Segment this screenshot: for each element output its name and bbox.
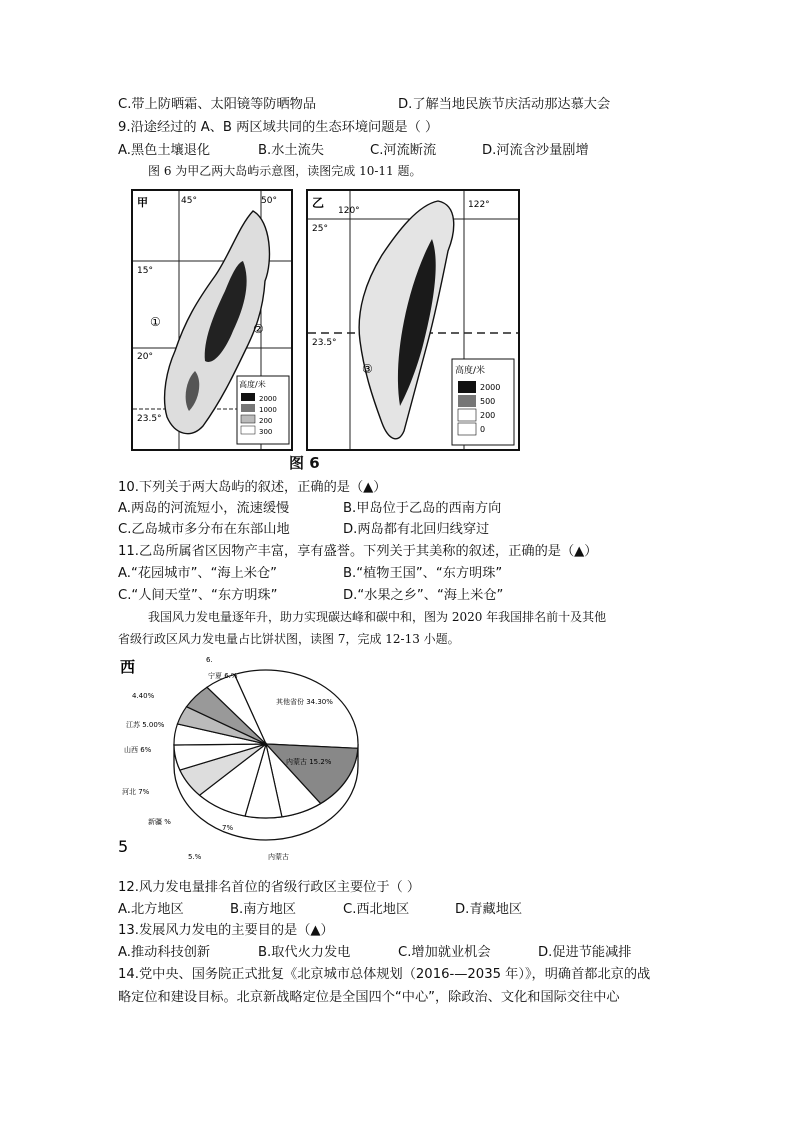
map-yi-mark3: ③ — [362, 362, 373, 376]
q9-option-d: D.河流含沙量剧增 — [482, 143, 589, 158]
pie-label-right: 内蒙古 15.2% — [286, 758, 332, 766]
q14-line-2: 略定位和建设目标。北京新战略定位是全国四个“中心”，除政治、文化和国际交往中心 — [118, 990, 620, 1005]
map-yi — [306, 189, 520, 451]
pie-label-l2: 江苏 5.00% — [126, 721, 165, 729]
map-jia-legend-1: 1000 — [259, 406, 277, 414]
pie-chart — [118, 652, 368, 860]
map-jia-legend-0: 2000 — [259, 395, 277, 403]
map-jia-legend-3: 300 — [259, 428, 273, 436]
map-yi-lon1: 120° — [338, 206, 360, 216]
fig7-intro-2: 省级行政区风力发电量占比饼状图，读图 7，完成 12-13 小题。 — [118, 632, 460, 646]
q14-line-1: 14.党中央、国务院正式批复《北京城市总体规划（2016-—2035 年）》，明确首都北京的战 — [118, 967, 651, 982]
pie-label-top2: 宁夏 6.% — [208, 672, 238, 680]
q11-option-d: D.“水果之乡”、“海上米仓” — [343, 588, 504, 603]
map-yi-legend-0: 2000 — [480, 383, 501, 392]
q9-option-c: C.河流断流 — [370, 143, 437, 158]
map-jia-lon1: 45° — [181, 196, 197, 206]
map-jia-name: 甲 — [137, 196, 148, 209]
q12-option-c: C.西北地区 — [343, 902, 410, 917]
pie-title-fragment: 西 — [120, 658, 136, 676]
pie-label-l7: 内蒙古 — [268, 853, 289, 860]
pie-label-l6: 5.% — [188, 853, 202, 860]
q10-option-b: B.甲岛位于乙岛的西南方向 — [343, 501, 502, 516]
map-yi-legend-1: 500 — [480, 397, 496, 406]
q10-option-a: A.两岛的河流短小，流速缓慢 — [118, 501, 290, 516]
q10-stem: 10.下列关于两大岛屿的叙述，正确的是（▲） — [118, 480, 387, 495]
map-jia-legend-title: 高度/米 — [239, 380, 266, 389]
map-jia-drawing — [133, 191, 291, 449]
map-yi-drawing — [308, 191, 518, 449]
map-yi-legend-2: 200 — [480, 411, 496, 420]
fig6-caption: 图 6 — [289, 454, 320, 472]
map-jia-lon2: 50° — [261, 196, 277, 206]
pie-label-l5: 新疆 % — [148, 818, 171, 826]
pie-label-l4: 河北 7% — [122, 788, 150, 796]
pie-label-l1: 4.40% — [132, 692, 155, 700]
map-yi-legend-title: 高度/米 — [455, 366, 486, 376]
map-yi-lat1: 25° — [312, 224, 328, 234]
q12-option-d: D.青藏地区 — [455, 902, 523, 917]
q11-stem: 11.乙岛所属省区因物产丰富，享有盛誉。下列关于其美称的叙述，正确的是（▲） — [118, 544, 598, 559]
q11-option-b: B.“植物王国”、“东方明珠” — [343, 566, 503, 581]
q10-option-c: C.乙岛城市多分布在东部山地 — [118, 522, 290, 537]
pie-label-main: 其他省份 34.30% — [276, 698, 333, 706]
q9-option-b: B.水土流失 — [258, 143, 324, 158]
pie-label-bottom: 7% — [222, 824, 234, 832]
q9-stem: 9.沿途经过的 A、B 两区域共同的生态环境问题是（ ） — [118, 120, 439, 135]
map-yi-lat2: 23.5° — [312, 338, 337, 348]
fig7-intro-1: 我国风力发电量逐年升，助力实现碳达峰和碳中和，图为 2020 年我国排名前十及其他 — [148, 610, 607, 624]
map-yi-legend-3: 0 — [480, 425, 486, 434]
fig6-intro: 图 6 为甲乙两大岛屿示意图，读图完成 10-11 题。 — [148, 164, 422, 178]
q12-stem: 12.风力发电量排名首位的省级行政区主要位于（ ） — [118, 880, 421, 895]
map-jia-mark1: ① — [150, 315, 161, 329]
q10-option-d: D.两岛都有北回归线穿过 — [343, 522, 490, 537]
q11-option-a: A.“花园城市”、“海上米仓” — [118, 566, 277, 581]
map-yi-name: 乙 — [312, 196, 325, 210]
q13-option-d: D.促进节能减排 — [538, 945, 632, 960]
q8-option-d: D.了解当地民族节庆活动那达慕大会 — [398, 97, 611, 112]
map-jia-legend-2: 200 — [259, 417, 273, 425]
pie-figure-fragment: 5 — [118, 837, 129, 856]
pie-figure — [118, 652, 368, 860]
q13-option-b: B.取代火力发电 — [258, 945, 351, 960]
q13-option-c: C.增加就业机会 — [398, 945, 491, 960]
map-jia-lat3: 23.5° — [137, 414, 162, 424]
map-jia-lat1: 15° — [137, 266, 153, 276]
q12-option-a: A.北方地区 — [118, 902, 184, 917]
q13-stem: 13.发展风力发电的主要目的是（▲） — [118, 923, 334, 938]
q13-option-a: A.推动科技创新 — [118, 945, 211, 960]
pie-label-top1: 6. — [206, 656, 213, 664]
q9-option-a: A.黑色土壤退化 — [118, 143, 211, 158]
q12-option-b: B.南方地区 — [230, 902, 296, 917]
pie-label-l3: 山西 6% — [124, 746, 152, 754]
q8-option-c: C.带上防晒霜、太阳镜等防晒物品 — [118, 97, 317, 112]
map-jia — [131, 189, 293, 451]
map-yi-lon2: 122° — [468, 200, 490, 210]
q11-option-c: C.“人间天堂”、“东方明珠” — [118, 588, 278, 603]
map-jia-lat2: 20° — [137, 352, 153, 362]
map-jia-mark2: ② — [253, 322, 264, 336]
